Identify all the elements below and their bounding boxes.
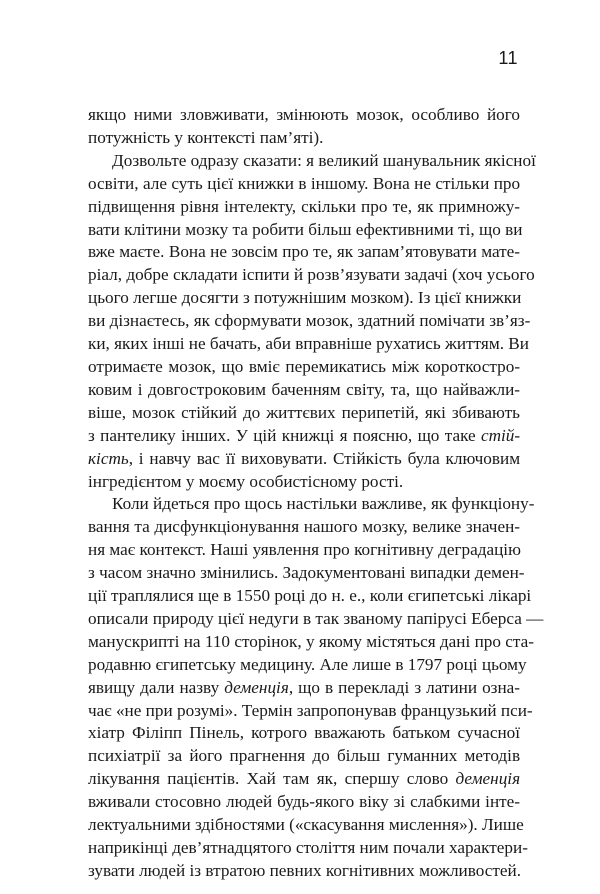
text-line: вже маєте. Вона не зовсім про те, як запам’ятовувати мате- [88, 242, 520, 262]
text-line: з пантелику інших. У цій книжці я поясню, що таке стій- [88, 425, 521, 445]
text-line: хіатр Філіпп Пінель, котрого вважають батьком сучасної [88, 723, 521, 743]
text-line: зувати людей із втратою певних когнітивних можливостей. [88, 860, 522, 880]
text-line: чає «не при розумі». Термін запропонував французький пси- [88, 700, 533, 720]
text-line: родавню єгипетську медицину. Але лише в 1797 році цьому [88, 654, 527, 674]
page-number: 11 [498, 48, 518, 68]
text-line: лектуальними здібностями («скасування мислення»). Лише [88, 815, 524, 835]
text-line: явищу дали назву деменція, що в перекладі з латини озна- [88, 677, 521, 697]
text-line: описали природу цієї недуги в так званому папірусі Еберса — [88, 608, 544, 628]
text-line: психіатрії за його прагнення до більш гуманних методів [88, 746, 521, 766]
text-line: вати клітини мозку та робити більш ефективними ті, що ви [88, 219, 523, 239]
text-line: вання та дисфункціонування нашого мозку, велике значен- [88, 517, 520, 537]
text-line: вживали стосовно людей будь-якого віку зі слабкими інте- [88, 792, 521, 812]
text-line: отримаєте мозок, що вміє перемикатись між короткостро- [88, 356, 521, 376]
text-line: лікування пацієнтів. Хай там як, спершу слово деменція [88, 769, 521, 789]
text-line: ня має контекст. Наші уявлення про когнітивну деградацію [88, 540, 521, 560]
text-line: інгредієнтом у моєму особистісному рості. [88, 471, 404, 491]
text-line: ковим і довгостроковим баченням світу, та, що найважли- [88, 379, 520, 399]
text-line: підвищення рівня інтелекту, скільки про те, як примножу- [88, 196, 521, 216]
text-line: Дозвольте одразу сказати: я великий шанувальник якісної [112, 150, 536, 170]
paragraph [88, 150, 536, 494]
text-line: ції траплялися ще в 1550 році до н. е., коли єгипетські лікарі [88, 586, 532, 606]
text-line: ріал, добре складати іспити й розв’язувати задачі (хоч усього [88, 265, 535, 285]
text-line: наприкінці дев’ятнадцятого століття ним почали характери- [88, 838, 528, 857]
text-line: з часом значно змінились. Задокументовані випадки демен- [88, 563, 525, 583]
text-line: віше, мозок стійкий до життєвих перипетій, які збивають [88, 402, 521, 422]
paragraph [88, 493, 544, 882]
text-line: якщо ними зловживати, змінюють мозок, особливо його [88, 105, 520, 124]
text-line: освіти, але суть цієї книжки в іншому. Вона не стільки про [88, 173, 521, 193]
text-line: цього легше досягти з потужнішим мозком). Із цієї книжки [88, 288, 522, 308]
body-text [88, 104, 544, 883]
paragraph [88, 104, 520, 150]
text-line: кість, і навчу вас її виховувати. Стійкість була ключовим [88, 448, 521, 468]
text-line: потужність у контексті пам’яті). [88, 127, 324, 147]
text-line: Коли йдеться про щось настільки важливе, як функціону- [112, 494, 535, 514]
text-line: манускрипті на 110 сторінок, у якому містяться дані про ста- [88, 631, 534, 651]
text-line: ки, яких інші не бачать, аби вправніше рухатись життям. Ви [88, 334, 529, 354]
text-line: ви дізнаєтесь, як сформувати мозок, здатний помічати зв’яз- [88, 311, 531, 331]
